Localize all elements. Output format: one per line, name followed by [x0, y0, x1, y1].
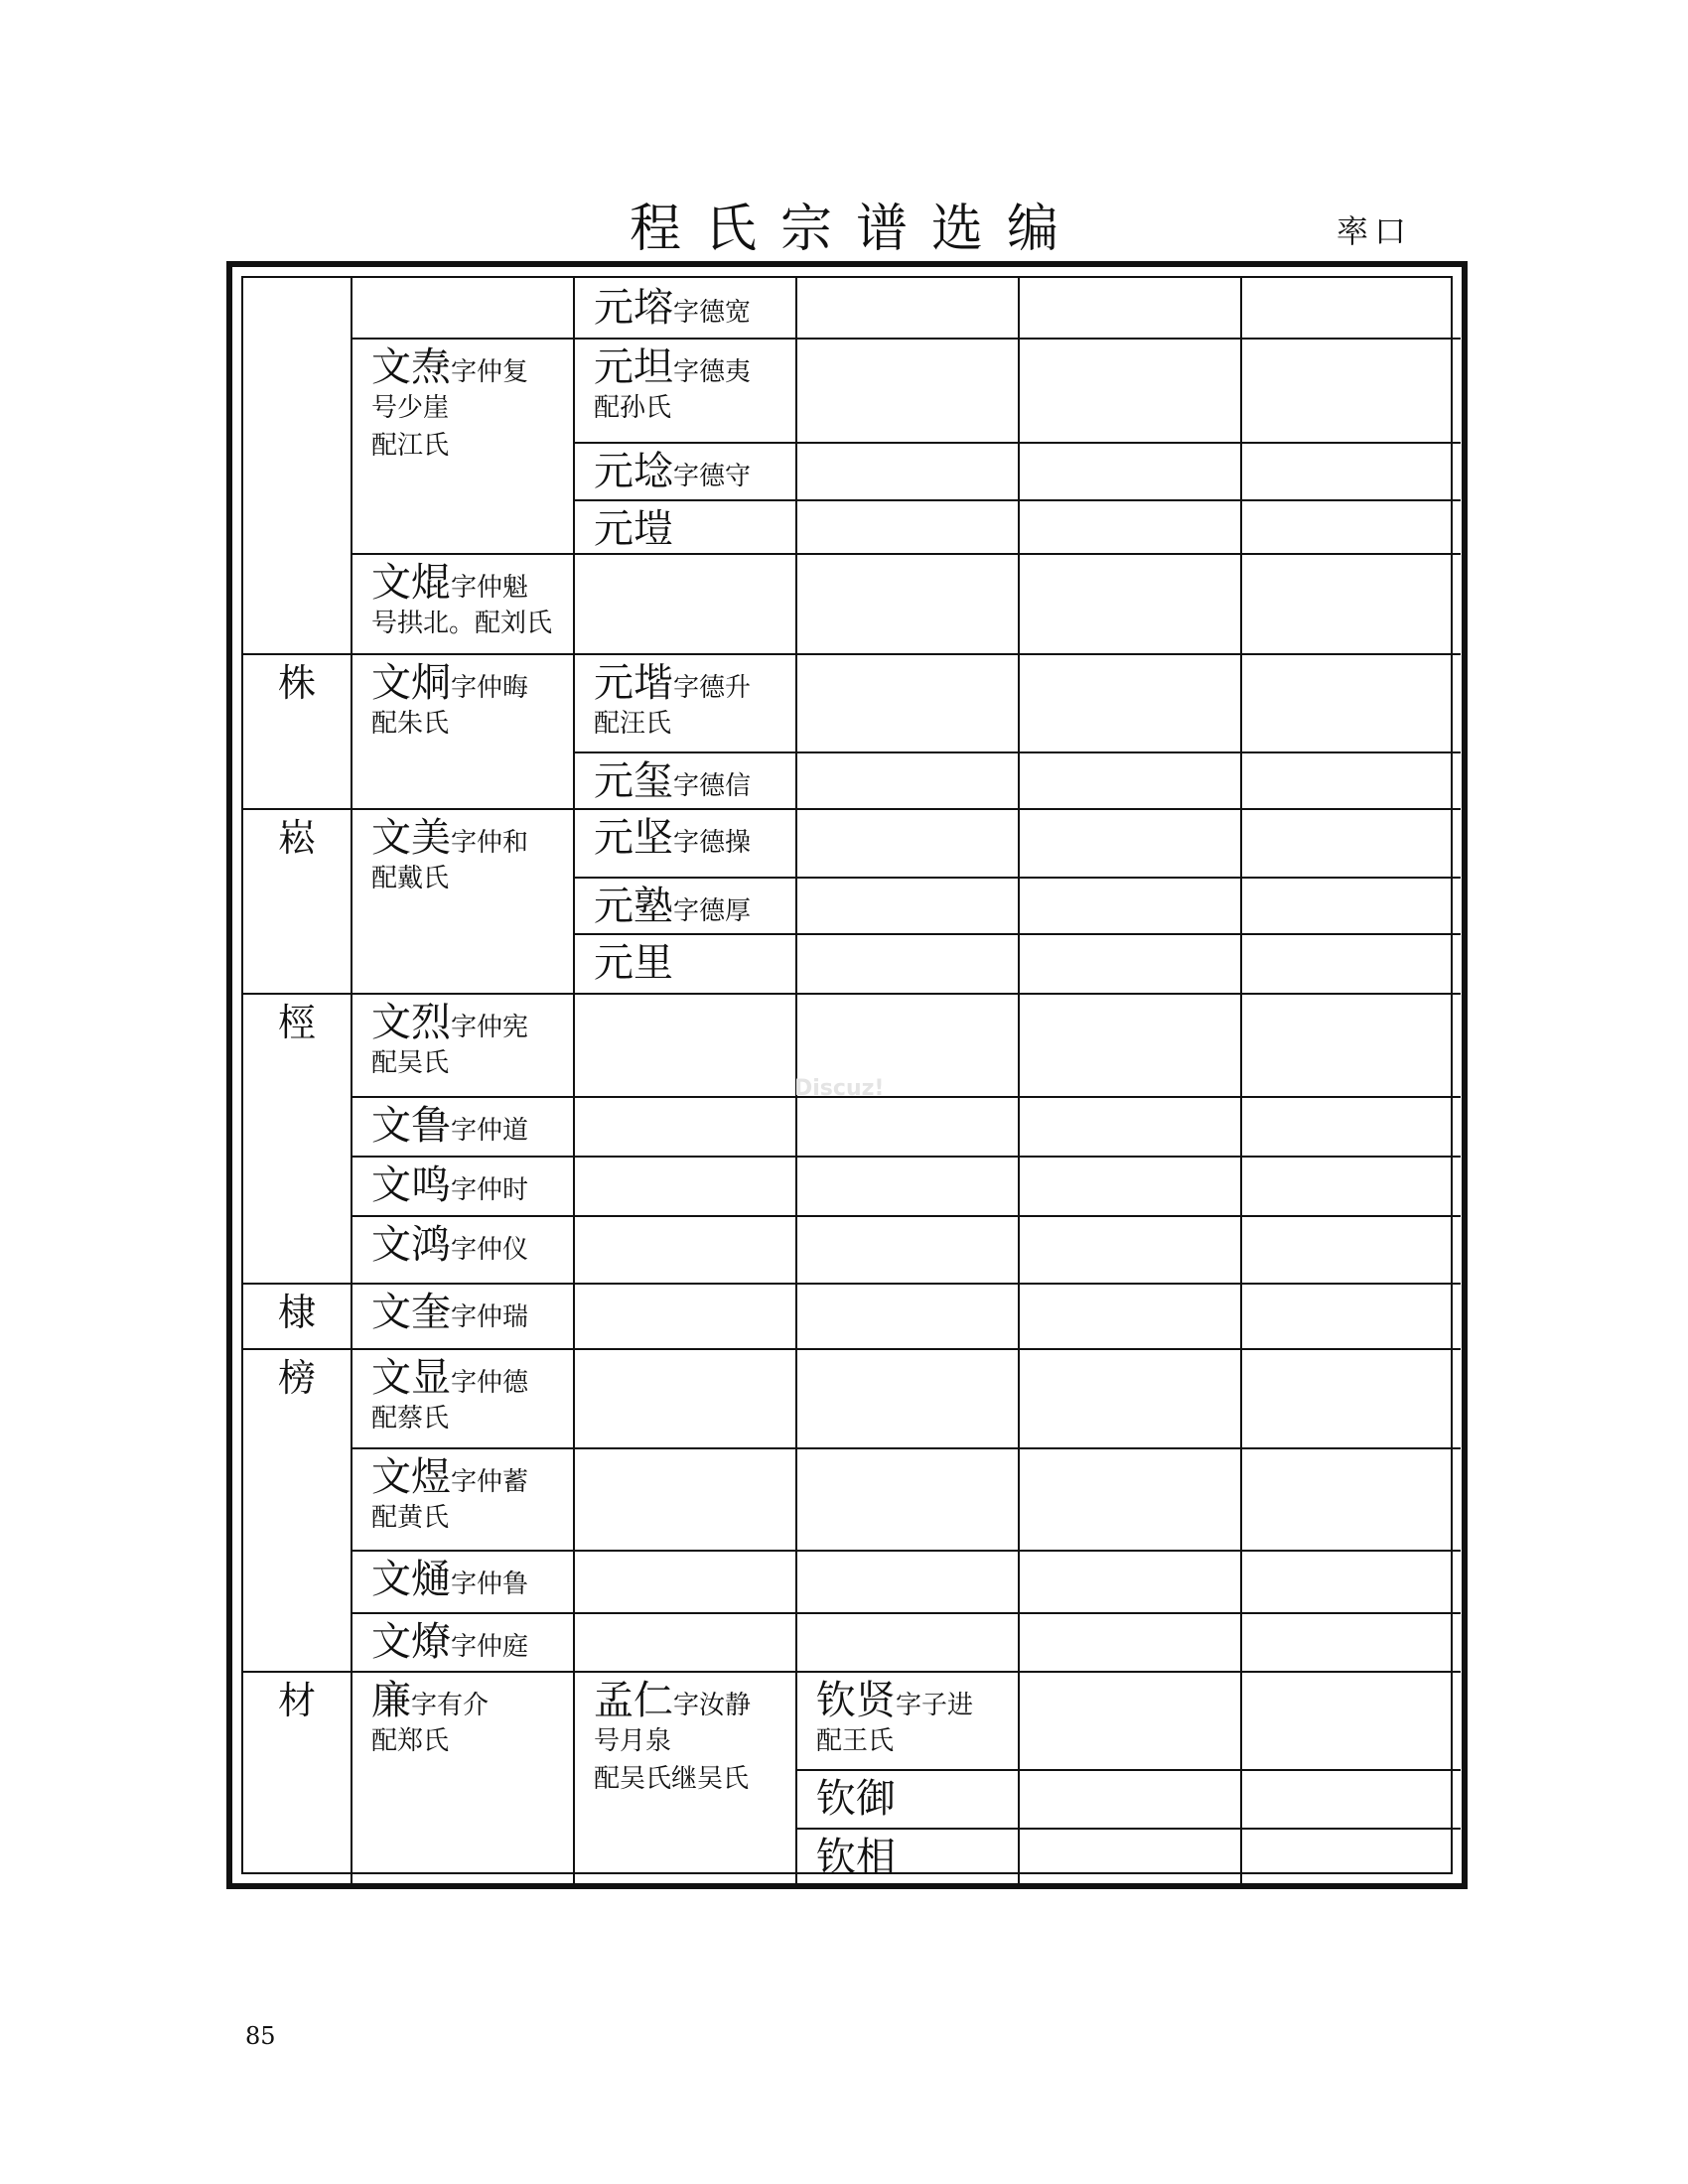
row-divider	[243, 808, 1461, 810]
entry-name: 材	[278, 1679, 317, 1722]
entry-courtesy-name: 字仲道	[451, 1116, 529, 1146]
entry-cell	[594, 661, 751, 743]
entry-head	[371, 561, 552, 605]
entry-courtesy-name: 字子进	[896, 1691, 974, 1720]
entry-name: 孟仁	[594, 1678, 673, 1723]
entry-head	[594, 286, 751, 330]
entry-cell	[594, 450, 751, 493]
entry-name: 桱	[278, 1001, 317, 1044]
entry-head	[594, 816, 751, 860]
entry-name: 钦御	[816, 1776, 896, 1822]
entry-cell	[371, 1001, 528, 1082]
entry-cell	[371, 1163, 528, 1207]
entry-head	[816, 1777, 896, 1821]
row-divider	[351, 1156, 1461, 1158]
entry-cell	[594, 1679, 751, 1798]
entry-name: 文鸿	[371, 1222, 451, 1268]
watermark: Discuz!	[794, 1076, 885, 1101]
entry-name: 元塎	[594, 285, 673, 331]
entry-courtesy-name: 字德升	[673, 673, 752, 703]
entry-head	[594, 507, 673, 551]
entry-head	[594, 450, 751, 493]
row-divider	[351, 553, 1461, 555]
entry-name: 文烈	[371, 1000, 451, 1045]
generation-cell	[278, 1291, 316, 1334]
column-divider	[1018, 278, 1020, 1884]
entry-name: 文焘	[371, 344, 451, 390]
entry-name: 元埝	[594, 449, 673, 494]
entry-head	[278, 1291, 316, 1334]
row-divider	[243, 653, 1461, 655]
entry-name: 元坚	[594, 815, 673, 861]
entry-name: 元塏	[594, 506, 673, 552]
row-divider	[573, 499, 1461, 501]
entry-courtesy-name: 字仲仪	[451, 1235, 529, 1265]
entry-courtesy-name: 字德宽	[673, 298, 752, 328]
entry-head	[371, 1620, 528, 1664]
entry-head	[371, 1679, 489, 1722]
entry-courtesy-name: 字仲魁	[451, 573, 529, 603]
entry-cell	[371, 1104, 528, 1148]
entry-name: 棣	[278, 1291, 317, 1334]
entry-detail: 配郑氏	[371, 1726, 450, 1756]
entry-head	[278, 1356, 316, 1400]
entry-name: 文显	[371, 1355, 451, 1401]
page-number: 85	[245, 2022, 276, 2050]
entry-detail: 号月泉	[594, 1726, 672, 1756]
entry-head	[278, 816, 316, 860]
entry-name: 文烔	[371, 660, 451, 706]
entry-courtesy-name: 字仲时	[451, 1175, 529, 1205]
entry-name: 文焜	[371, 560, 451, 606]
entry-head	[371, 1001, 528, 1044]
entry-courtesy-name: 字仲德	[451, 1368, 529, 1398]
entry-head	[594, 1679, 751, 1722]
entry-head	[371, 661, 528, 705]
entry-name: 榜	[278, 1356, 317, 1400]
entry-name: 廉	[371, 1678, 411, 1723]
entry-head	[594, 345, 751, 389]
entry-cell	[594, 345, 751, 427]
row-divider	[351, 1215, 1461, 1217]
row-divider	[243, 1671, 1461, 1673]
entry-detail: 配戴氏	[371, 864, 450, 893]
entry-head	[816, 1836, 896, 1879]
entry-name: 元里	[594, 940, 673, 986]
entry-cell	[594, 507, 673, 551]
entry-head	[371, 1455, 528, 1499]
entry-detail: 配孙氏	[594, 393, 672, 423]
entry-name: 崧	[278, 816, 317, 860]
entry-name: 文煜	[371, 1454, 451, 1500]
entry-head	[816, 1679, 973, 1722]
entry-detail: 配朱氏	[371, 709, 450, 739]
entry-head	[594, 759, 751, 803]
entry-courtesy-name: 字有介	[411, 1691, 490, 1720]
entry-name: 文鲁	[371, 1103, 451, 1149]
entry-name: 文美	[371, 815, 451, 861]
entry-head	[594, 885, 751, 928]
entry-courtesy-name: 字汝静	[673, 1691, 752, 1720]
row-divider	[573, 751, 1461, 753]
generation-cell	[278, 1679, 316, 1722]
row-divider	[795, 1828, 1461, 1830]
entry-cell	[371, 661, 528, 743]
entry-name: 株	[278, 661, 317, 705]
genealogy-table	[226, 261, 1468, 1889]
entry-cell	[371, 1291, 528, 1334]
entry-courtesy-name: 字仲和	[451, 828, 529, 858]
entry-detail: 号少崖	[371, 393, 450, 423]
entry-name: 文熥	[371, 1557, 451, 1602]
row-divider	[351, 338, 1461, 340]
entry-cell	[594, 941, 673, 985]
entry-courtesy-name: 字仲蓄	[451, 1467, 529, 1497]
entry-courtesy-name: 字仲庭	[451, 1632, 529, 1662]
entry-head	[278, 1679, 316, 1722]
branch-label: 率口	[1336, 212, 1413, 250]
entry-name: 元塾	[594, 884, 673, 929]
entry-courtesy-name: 字仲晦	[451, 673, 529, 703]
entry-head	[371, 345, 528, 389]
entry-head	[371, 1291, 528, 1334]
entry-head	[594, 941, 673, 985]
column-divider	[573, 278, 575, 1884]
row-divider	[351, 1612, 1461, 1614]
generation-cell	[278, 1001, 316, 1044]
row-divider	[351, 1447, 1461, 1449]
entry-cell	[594, 816, 751, 860]
entry-name: 文燎	[371, 1619, 451, 1665]
entry-cell	[371, 1620, 528, 1664]
row-divider	[573, 933, 1461, 935]
row-divider	[573, 442, 1461, 444]
entry-courtesy-name: 字仲瑞	[451, 1302, 529, 1332]
entry-name: 钦贤	[816, 1678, 896, 1723]
entry-cell	[594, 759, 751, 803]
entry-detail: 配王氏	[816, 1726, 895, 1756]
table-grid	[241, 276, 1453, 1880]
entry-courtesy-name: 字仲复	[451, 357, 529, 387]
entry-cell	[816, 1777, 896, 1821]
entry-cell	[594, 286, 751, 330]
entry-cell	[371, 1455, 528, 1537]
entry-head	[278, 661, 316, 705]
entry-cell	[371, 1558, 528, 1601]
entry-head	[278, 1001, 316, 1044]
entry-cell	[371, 1223, 528, 1267]
row-divider	[573, 877, 1461, 879]
entry-cell	[816, 1679, 973, 1760]
entry-detail: 配汪氏	[594, 709, 672, 739]
entry-head	[371, 1223, 528, 1267]
entry-name: 元玺	[594, 758, 673, 804]
page-title: 程氏宗谱选编	[629, 200, 1082, 259]
entry-name: 文鸣	[371, 1162, 451, 1208]
entry-head	[371, 1163, 528, 1207]
entry-courtesy-name: 字仲鲁	[451, 1570, 529, 1599]
entry-courtesy-name: 字德守	[673, 462, 752, 491]
entry-cell	[594, 885, 751, 928]
row-divider	[351, 1550, 1461, 1552]
entry-detail: 配蔡氏	[371, 1404, 450, 1433]
entry-cell	[371, 1356, 528, 1437]
entry-head	[371, 1558, 528, 1601]
entry-courtesy-name: 字德操	[673, 828, 752, 858]
row-divider	[243, 1283, 1461, 1285]
entry-detail: 配黄氏	[371, 1503, 450, 1533]
entry-name: 钦相	[816, 1835, 896, 1880]
row-divider	[243, 993, 1461, 995]
entry-courtesy-name: 字德夷	[673, 357, 752, 387]
row-divider	[351, 1096, 1461, 1098]
generation-cell	[278, 816, 316, 860]
generation-cell	[278, 661, 316, 705]
entry-cell	[371, 345, 528, 465]
entry-name: 元堦	[594, 660, 673, 706]
column-divider	[1240, 278, 1242, 1884]
entry-name: 元坦	[594, 344, 673, 390]
entry-detail: 配吴氏继吴氏	[594, 1764, 750, 1794]
entry-head	[371, 816, 528, 860]
entry-head	[371, 1356, 528, 1400]
generation-cell	[278, 1356, 316, 1400]
entry-cell	[816, 1836, 896, 1879]
entry-cell	[371, 1679, 489, 1760]
entry-courtesy-name: 字仲宪	[451, 1013, 529, 1042]
row-divider	[795, 1769, 1461, 1771]
entry-name: 文奎	[371, 1290, 451, 1335]
entry-cell	[371, 561, 552, 642]
entry-detail: 配吴氏	[371, 1048, 450, 1078]
entry-detail: 配江氏	[371, 431, 450, 461]
entry-detail: 号拱北。配刘氏	[371, 609, 553, 638]
entry-courtesy-name: 字德厚	[673, 896, 752, 926]
entry-head	[371, 1104, 528, 1148]
entry-head	[594, 661, 751, 705]
column-divider	[351, 278, 352, 1884]
row-divider	[243, 1348, 1461, 1350]
entry-cell	[371, 816, 528, 897]
entry-courtesy-name: 字德信	[673, 771, 752, 801]
